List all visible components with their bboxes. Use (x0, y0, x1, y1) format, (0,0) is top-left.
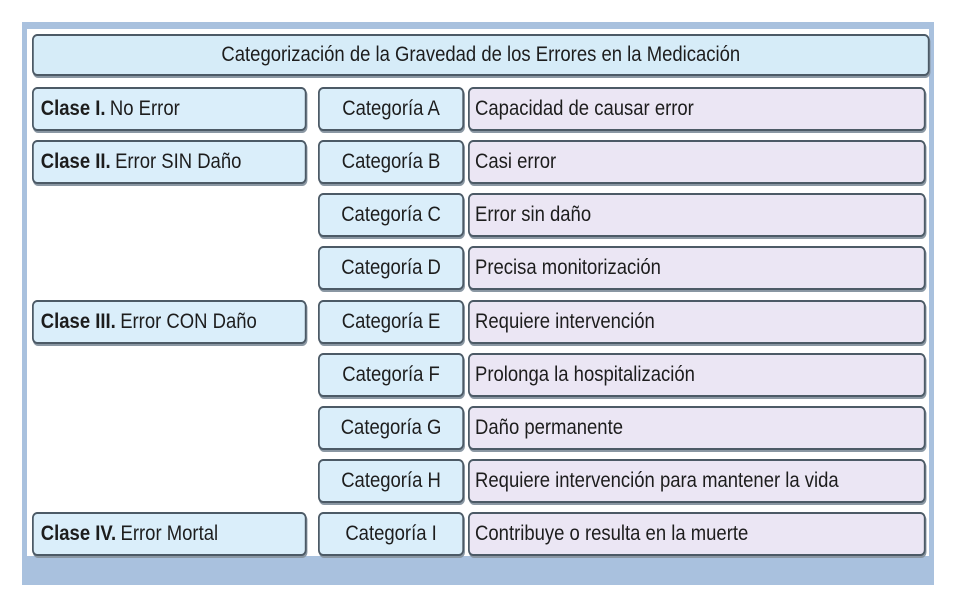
category-name: Categoría A (342, 97, 440, 120)
category-name: Categoría C (341, 203, 441, 226)
class-box-4 (32, 512, 307, 556)
class-box-2 (32, 140, 307, 184)
class-label: Clase IV. (40, 522, 117, 545)
category-description: Prolonga la hospitalización (475, 363, 695, 386)
category-name: Categoría D (341, 256, 441, 279)
category-box-i (318, 512, 464, 556)
category-box-d (318, 246, 464, 290)
category-description: Precisa monitorización (475, 256, 661, 279)
class-text: Error Mortal (120, 522, 219, 545)
category-name: Categoría H (341, 469, 441, 492)
class-label: Clase III. (40, 310, 116, 333)
class-box-1 (32, 87, 307, 131)
category-box-a (318, 87, 464, 131)
category-description: Contribuye o resulta en la muerte (475, 522, 749, 545)
class-text: No Error (109, 97, 180, 120)
category-name: Categoría B (341, 150, 441, 173)
category-name: Categoría I (345, 522, 437, 545)
description-box-b (468, 140, 926, 184)
category-name: Categoría F (342, 363, 440, 386)
category-box-e (318, 300, 464, 344)
category-box-b (318, 140, 464, 184)
category-box-g (318, 406, 464, 450)
description-box-a (468, 87, 926, 131)
description-box-e (468, 300, 926, 344)
description-box-d (468, 246, 926, 290)
class-text: Error SIN Daño (115, 150, 242, 173)
category-box-f (318, 353, 464, 397)
class-text: Error CON Daño (120, 310, 257, 333)
category-box-c (318, 193, 464, 237)
category-description: Requiere intervención para mantener la vida (475, 469, 839, 492)
description-box-g (468, 406, 926, 450)
category-name: Categoría E (341, 310, 441, 333)
diagram-title-text: Categorización de la Gravedad de los Errores en la Medicación (221, 43, 741, 66)
description-box-c (468, 193, 926, 237)
diagram-title (32, 34, 930, 76)
class-box-3 (32, 300, 307, 344)
class-label: Clase II. (40, 150, 111, 173)
description-box-f (468, 353, 926, 397)
category-description: Capacidad de causar error (475, 97, 694, 120)
class-label: Clase I. (40, 97, 106, 120)
description-box-i (468, 512, 926, 556)
category-description: Casi error (475, 150, 557, 173)
category-description: Requiere intervención (475, 310, 655, 333)
description-box-h (468, 459, 926, 503)
category-box-h (318, 459, 464, 503)
category-name: Categoría G (340, 416, 442, 439)
category-description: Error sin daño (475, 203, 592, 226)
category-description: Daño permanente (475, 416, 623, 439)
